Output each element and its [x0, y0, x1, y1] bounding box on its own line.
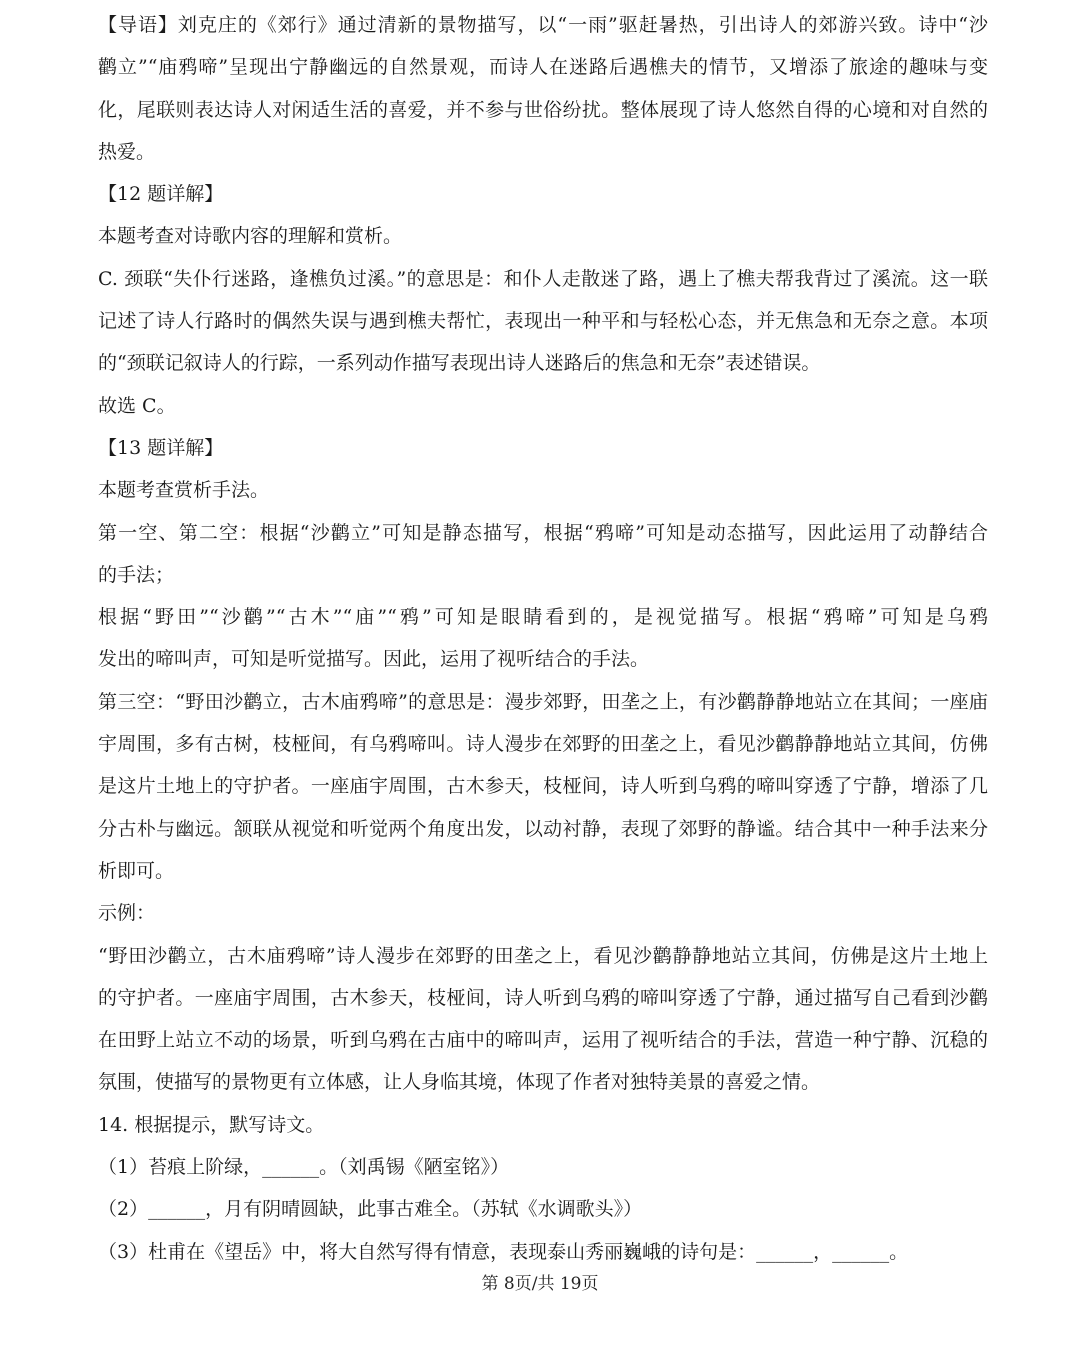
text-line: 本题考查对诗歌内容的理解和赏析。 [98, 225, 403, 248]
text-line: （1）苔痕上阶绿，______。（刘禹锡《陋室铭》） [98, 1156, 510, 1179]
text-line: 发出的啼叫声，可知是听觉描写。因此，运用了视听结合的手法。 [98, 648, 650, 671]
text-line: 【13 题详解】 [98, 436, 224, 459]
text-line: 化，尾联则表达诗人对闲适生活的喜爱，并不参与世俗纷扰。整体展现了诗人悠然自得的心境和对自然的 [98, 98, 988, 121]
text-line: 的守护者。一座庙宇周围，古木参天，枝桠间，诗人听到乌鸦的啼叫穿透了宁静，通过描写自己看到沙鹳 [98, 986, 988, 1009]
text-line: 的手法； [98, 563, 175, 586]
text-line: 第一空、第二空：根据“沙鹳立”可知是静态描写，根据“鸦啼”可知是动态描写，因此运用了动静结合 [98, 521, 988, 544]
text-line: 本题考查赏析手法。 [98, 479, 270, 502]
text-line: 析即可。 [98, 859, 175, 882]
text-line: （2）______，月有阴晴圆缺，此事古难全。（苏轼《水调歌头》） [98, 1198, 643, 1221]
text-line: 氛围，使描写的景物更有立体感，让人身临其境，体现了作者对独特美景的喜爱之情。 [98, 1071, 821, 1094]
page-number-footer: 第 8页/共 19页 [481, 1274, 599, 1294]
text-line: 【导语】刘克庄的《郊行》通过清新的景物描写，以“一雨”驱赶暑热，引出诗人的郊游兴致。诗中“沙 [98, 14, 988, 36]
text-line: 记述了诗人行路时的偶然失误与遇到樵夫帮忙，表现出一种平和与轻松心态，并无焦急和无奈之意。本项 [98, 310, 988, 333]
text-line: 示例： [98, 902, 156, 925]
text-line: 分古朴与幽远。颔联从视觉和听觉两个角度出发，以动衬静，表现了郊野的静谧。结合其中一种手法来分 [98, 817, 988, 840]
text-line: 是这片土地上的守护者。一座庙宇周围，古木参天，枝桠间，诗人听到乌鸦的啼叫穿透了宁静，增添了几 [98, 775, 988, 798]
text-line: 14. 根据提示，默写诗文。 [98, 1113, 325, 1136]
text-line: 宇周围，多有古树，枝桠间，有乌鸦啼叫。诗人漫步在郊野的田垄之上，看见沙鹳静静地站立其间，仿佛 [98, 733, 988, 756]
text-line: C. 颈联“失仆行迷路，逢樵负过溪。”的意思是：和仆人走散迷了路，遇上了樵夫帮我背过了溪流。这一联 [98, 267, 988, 290]
text-line: 故选 C。 [98, 394, 176, 417]
text-line: “野田沙鹳立，古木庙鸦啼”诗人漫步在郊野的田垄之上，看见沙鹳静静地站立其间，仿佛是这片土地上 [98, 944, 988, 967]
text-line: 根据“野田”“沙鹳”“古木”“庙”“鸦”可知是眼睛看到的，是视觉描写。根据“鸦啼”可知是乌鸦 [98, 606, 988, 629]
text-line: 【12 题详解】 [98, 183, 224, 206]
text-line: 热爱。 [98, 140, 156, 163]
text-line: 鹳立”“庙鸦啼”呈现出宁静幽远的自然景观，而诗人在迷路后遇樵夫的情节，又增添了旅途的趣味与变 [98, 56, 988, 79]
document-body [98, 4, 988, 1273]
text-line: 的“颈联记叙诗人的行踪，一系列动作描写表现出诗人迷路后的焦急和无奈”表述错误。 [98, 352, 821, 375]
text-line: 第三空：“野田沙鹳立，古木庙鸦啼”的意思是：漫步郊野，田垄之上，有沙鹳静静地站立在其间；一座庙 [98, 690, 988, 713]
text-line: 在田野上站立不动的场景，听到乌鸦在古庙中的啼叫声，运用了视听结合的手法，营造一种宁静、沉稳的 [98, 1029, 988, 1052]
text-line: （3）杜甫在《望岳》中，将大自然写得有情意，表现泰山秀丽巍峨的诗句是：______，______。 [98, 1240, 909, 1263]
